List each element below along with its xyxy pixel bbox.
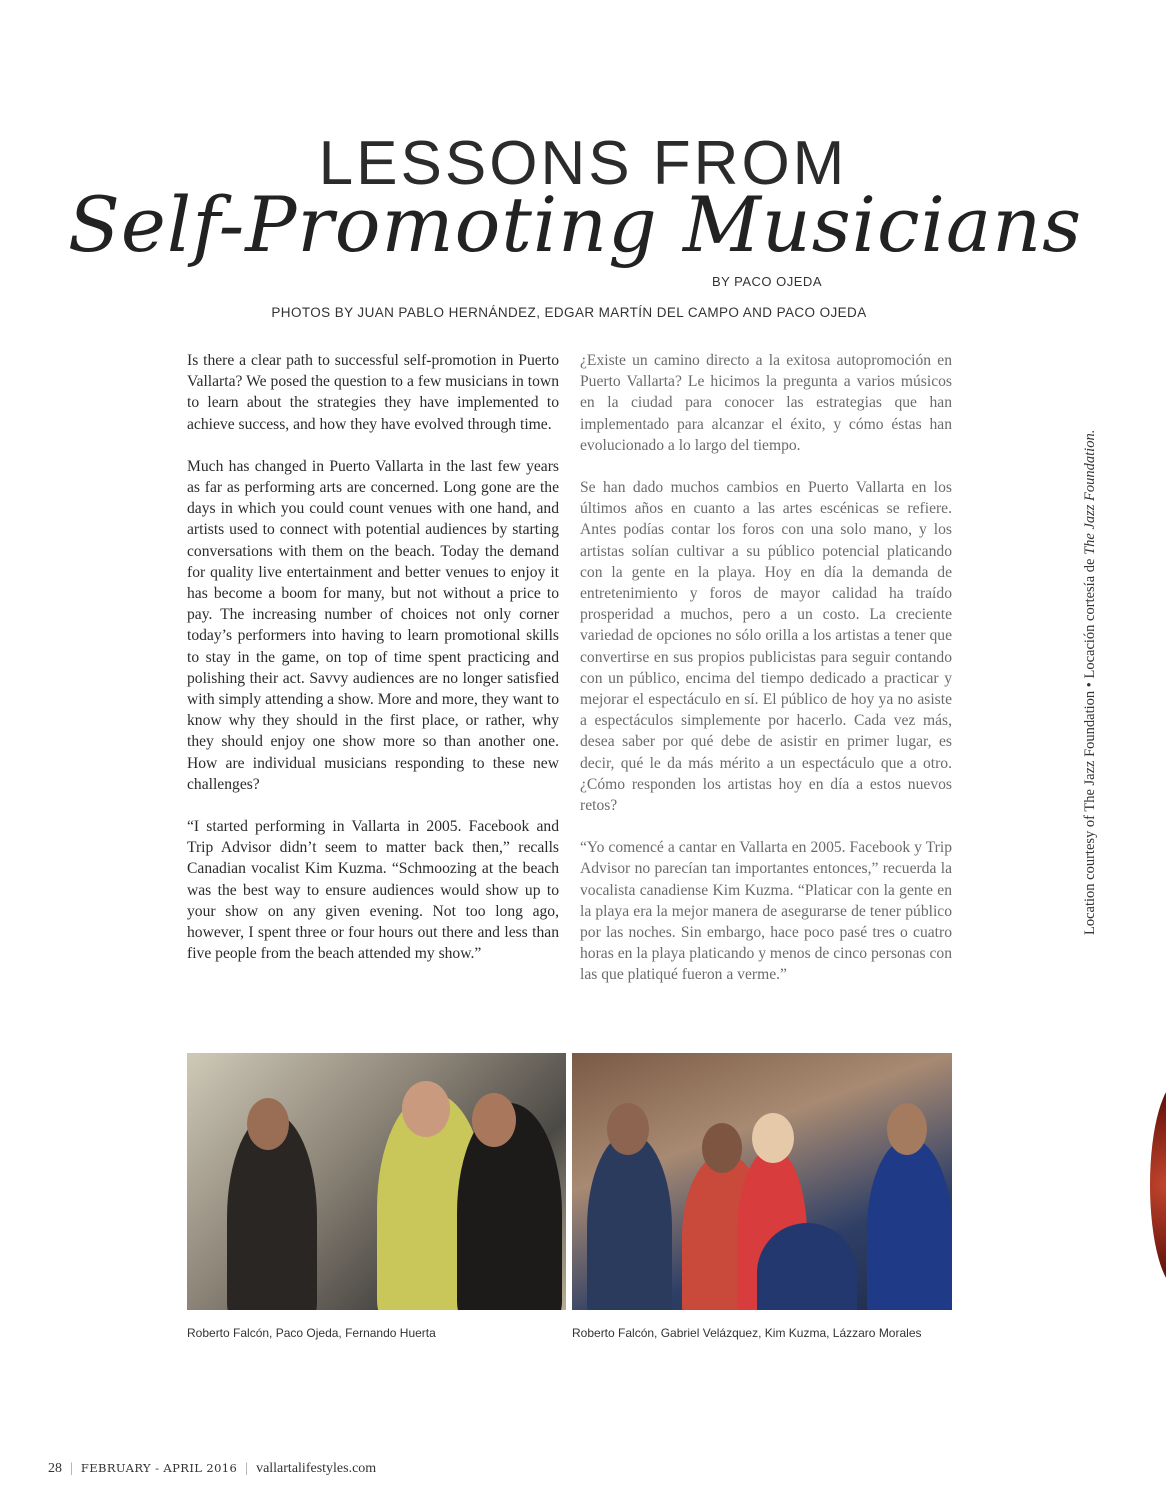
website-link[interactable]: vallartalifestyles.com [256,1461,377,1476]
location-credit-es: Locación cortesía de [1082,554,1098,679]
page-footer [48,1461,376,1477]
photo-credit: PHOTOS BY JUAN PABLO HERNÁNDEZ, EDGAR MARTÍN DEL CAMPO AND PACO OJEDA [271,305,867,320]
english-column [187,350,559,985]
location-credit-bullet: • [1082,678,1098,691]
english-paragraph-2: Much has changed in Puerto Vallarta in the last few years as far as performing arts are concerned. Long gone are the days in which you could count venues with one hand, and artists used to connect with potential audiences by starting conversations with them on the beach. Today the demand for quality live entertainment and better venues to enjoy it has become a boom for many, but not without a price to pay. The increasing number of choices not only corner today’s performers into having to learn promotional skills to stay in the game, on top of time spent practicing and polishing their act. Savvy audiences are no longer satisfied with simply attending a show. More and more, they want to know why they should in the first place, or rather, why they should enjoy one show more so than another one. How are individual musicians responding to these new challenges? [187,457,559,793]
photo-caption-1: Roberto Falcón, Paco Ojeda, Fernando Huerta [187,1326,436,1340]
issue-date: FEBRUARY - APRIL 2016 [80,1461,238,1475]
title-line-2: Self-Promoting Musicians [67,180,1083,269]
photo-musicians-1 [187,1053,566,1310]
location-credit-es-venue: The Jazz Foundation. [1082,429,1098,555]
spanish-paragraph-2: Se han dado muchos cambios en Puerto Vallarta en los últimos años en cuanto a las artes escénicas se refiere. Antes podías contar los foros con una solo mano, y los artistas solían cultivar a su público potencial platicando con la gente en la playa. Hoy en día la demanda de entretenimiento y foros de mayor calidad ha traído prosperidad a muchos, pero a un costo. La creciente variedad de opciones no sólo orilla a los artistas a tener que convertirse en sus propios publicistas para seguir contando con un público, encima del tiempo dedicado a practicar y mejorar el espectáculo en sí. El público de hoy ya no asiste a espectáculos simplemente por hacerlo. Cada vez más, desea saber por qué debe de asistir en primer lugar, es decir, qué le da más mérito a un espectáculo que a otro. ¿Cómo responden los artistas hoy en día a estos nuevos retos? [580,479,952,815]
english-paragraph-3: “I started performing in Vallarta in 2005. Facebook and Trip Advisor didn’t seem to matter back then,” recalls Canadian vocalist Kim Kuzma. “Schmoozing at the beach was the best way to ensure audiences would show up to your show on any given evening. Not too long ago, however, I spent three or four hours out there and less than five people from the beach attended my show.” [187,818,559,963]
page-edge-image [1150,1080,1166,1290]
spanish-paragraph-1: ¿Existe un camino directo a la exitosa autopromoción en Puerto Vallarta? Le hicimos la pregunta a varios músicos en la ciudad para conocer las estrategias que han implementado para alcanzar el éxito, y cómo éstas han evolucionado a lo largo del tiempo. [580,352,952,454]
title-line-1: LESSONS FROM [318,129,848,198]
byline: BY PACO OJEDA [711,274,822,289]
photo-caption-2: Roberto Falcón, Gabriel Velázquez, Kim Kuzma, Lázzaro Morales [572,1326,922,1340]
photo-musicians-2 [572,1053,952,1310]
page-number: 28 [48,1461,62,1476]
spanish-column [580,350,952,1007]
footer-separator: | [70,1461,73,1476]
spanish-paragraph-3: “Yo comencé a cantar en Vallarta en 2005. Facebook y Trip Advisor no parecían tan importantes entonces,” recuerda la vocalista canadiense Kim Kuzma. “Platicar con la gente en la playa era la mejor manera de asegurarse de tener público por las noches. Sin embargo, hace poco pasé tres o cuatro horas en la playa platicando y menos de cinco personas con las que platiqué fueron a verme.” [580,839,952,984]
location-credit [1082,335,1099,935]
location-credit-en: Location courtesy of The Jazz Foundation [1082,690,1098,935]
footer-separator-2: | [245,1461,249,1476]
english-paragraph-1: Is there a clear path to successful self-promotion in Puerto Vallarta? We posed the question to a few musicians in town to learn about the strategies they have implemented to achieve success, and how they have evolved through time. [187,352,559,433]
